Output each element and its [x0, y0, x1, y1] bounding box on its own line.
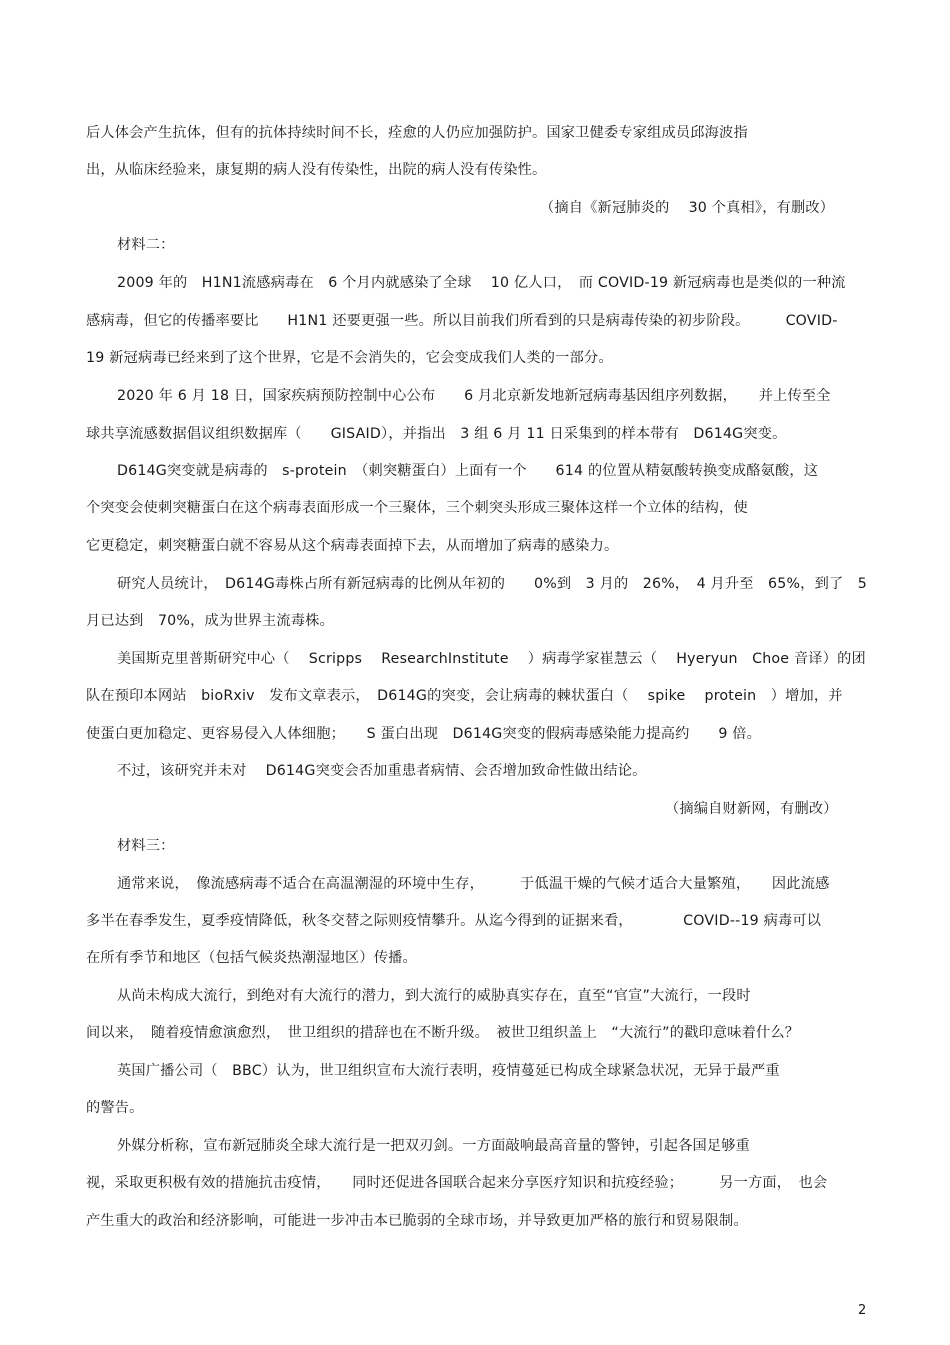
text-line: 在所有季节和地区（包括气候炎热潮湿地区）传播。	[86, 950, 417, 966]
text-line: 月已达到 70%，成为世界主流毒株。	[86, 613, 334, 629]
text-line: 球共享流感数据倡议组织数据库（ GISAID），并指出 3 组 6 月 11 日采集到的样本带有 D614G突变。	[86, 426, 787, 442]
text-line: 通常来说， 像流感病毒不适合在高温潮湿的环境中生存， 于低温干燥的气候才适合大量繁殖， 因此流感	[117, 876, 830, 892]
section-heading: 材料三：	[117, 838, 175, 854]
section-heading: 材料二：	[117, 237, 175, 253]
text-line: 美国斯克里普斯研究中心（ Scripps ResearchInstitute ）病毒学家崔慧云（ Hyeryun Choe 音译）的团	[117, 651, 866, 667]
source-citation: （摘自《新冠肺炎的 30 个真相》，有删改）	[540, 200, 835, 216]
text-line: 从尚未构成大流行，到绝对有大流行的潜力，到大流行的威胁真实存在，直至“官宣”大流行，一段时	[117, 988, 751, 1004]
text-line: 感病毒，但它的传播率要比 H1N1 还要更强一些。所以目前我们所看到的只是病毒传染的初步阶段。 COVID-	[86, 313, 838, 329]
text-line: 研究人员统计， D614G毒株占所有新冠病毒的比例从年初的 0%到 3 月的 26%， 4 月升至 65%，到了 5	[117, 576, 867, 592]
text-line: 视，采取更积极有效的措施抗击疫情， 同时还促进各国联合起来分享医疗知识和抗疫经验； 另一方面， 也会	[86, 1175, 828, 1191]
text-line: 多半在春季发生，夏季疫情降低，秋冬交替之际则疫情攀升。从迄今得到的证据来看， COVID--19 病毒可以	[86, 913, 822, 929]
text-line: 产生重大的政治和经济影响，可能进一步冲击本已脆弱的全球市场，并导致更加严格的旅行和贸易限制。	[86, 1213, 748, 1229]
text-line: 的警告。	[86, 1100, 144, 1116]
text-line: 出，从临床经验来，康复期的病人没有传染性，出院的病人没有传染性。	[86, 162, 547, 178]
text-line: 2009 年的 H1N1流感病毒在 6 个月内就感染了全球 10 亿人口， 而 COVID-19 新冠病毒也是类似的一种流	[117, 275, 846, 291]
text-line: D614G突变就是病毒的 s-protein （刺突糖蛋白）上面有一个 614 的位置从精氨酸转换变成酪氨酸，这	[117, 463, 819, 479]
text-line: 2020 年 6 月 18 日，国家疾病预防控制中心公布 6 月北京新发地新冠病毒基因组序列数据， 并上传至全	[117, 388, 831, 404]
text-line: 英国广播公司（ BBC）认为，世卫组织宣布大流行表明，疫情蔓延已构成全球紧急状况，无异于最严重	[117, 1063, 780, 1079]
text-line: 队在预印本网站 bioRxiv 发布文章表示， D614G的突变，会让病毒的棘状蛋白（ spike protein ）增加，并	[86, 688, 843, 704]
text-line: 使蛋白更加稳定、更容易侵入人体细胞； S 蛋白出现 D614G突变的假病毒感染能力提高约 9 倍。	[86, 726, 762, 742]
source-citation: （摘编自财新网，有删改）	[665, 801, 838, 817]
text-line: 个突变会使刺突糖蛋白在这个病毒表面形成一个三聚体，三个刺突头形成三聚体这样一个立体的结构，使	[86, 500, 748, 516]
page-number: 2	[858, 1303, 867, 1318]
text-line: 后人体会产生抗体，但有的抗体持续时间不长，痊愈的人仍应加强防护。国家卫健委专家组成员邱海波指	[86, 125, 748, 141]
text-line: 外媒分析称，宣布新冠肺炎全球大流行是一把双刃剑。一方面敲响最高音量的警钟，引起各国足够重	[117, 1138, 751, 1154]
text-line: 间以来， 随着疫情愈演愈烈， 世卫组织的措辞也在不断升级。 被世卫组织盖上 “大流行”的戳印意味着什么？	[86, 1025, 800, 1041]
text-line: 不过，该研究并未对 D614G突变会否加重患者病情、会否增加致命性做出结论。	[117, 763, 647, 779]
text-line: 19 新冠病毒已经来到了这个世界，它是不会消失的，它会变成我们人类的一部分。	[86, 350, 613, 366]
text-line: 它更稳定，刺突糖蛋白就不容易从这个病毒表面掉下去，从而增加了病毒的感染力。	[86, 538, 619, 554]
